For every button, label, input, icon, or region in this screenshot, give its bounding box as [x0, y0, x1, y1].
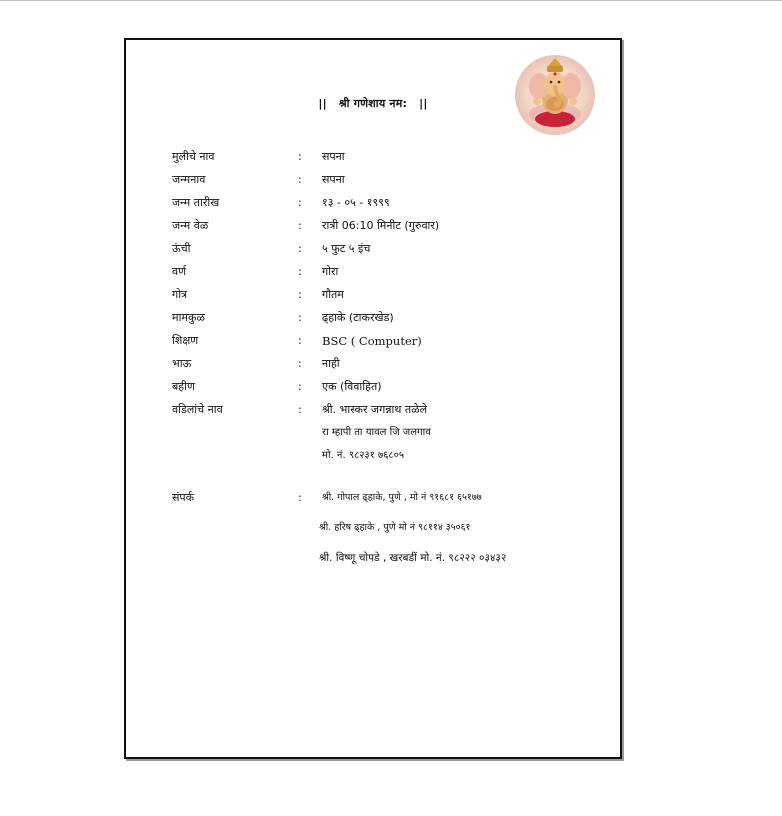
field-colon: :	[298, 150, 302, 163]
field-value: १३ - ०५ - १९९९	[322, 196, 390, 209]
field-label: मामकुळ	[172, 311, 205, 324]
top-divider	[0, 0, 782, 1]
field-label: वडिलांचे नाव	[172, 403, 223, 416]
field-value: ढ्हाके (टाकरखेड)	[322, 311, 394, 324]
field-colon: :	[298, 219, 302, 232]
field-value: गौतम	[322, 288, 344, 301]
field-value: BSC ( Computer)	[322, 334, 422, 348]
field-label: गोत्र	[172, 288, 188, 301]
title-left-bars: ||	[318, 97, 327, 110]
field-row-gotra	[172, 286, 612, 304]
field-colon: :	[298, 242, 302, 255]
field-label: वर्ण	[172, 265, 187, 278]
field-value: श्री. भास्कर जगन्नाथ तळेले	[322, 403, 428, 416]
field-value: नाही	[322, 357, 340, 370]
father-phone: मो. नं. ९८२३१ ७६८०५	[322, 450, 405, 461]
field-value: एक (विवाहित)	[322, 380, 382, 393]
field-colon: :	[298, 357, 302, 370]
field-colon: :	[298, 380, 302, 393]
title-text: श्री गणेशाय नम:	[338, 97, 408, 110]
ganesha-icon	[512, 52, 598, 138]
field-row-education	[172, 332, 612, 350]
field-label: बहीण	[172, 380, 195, 393]
field-value: गोरा	[322, 265, 339, 278]
field-label: भाऊ	[172, 357, 192, 370]
field-row-girl-name	[172, 148, 612, 166]
field-row-height	[172, 240, 612, 258]
field-colon: :	[298, 403, 302, 416]
biodata-page	[124, 38, 622, 759]
title-right-bars: ||	[419, 97, 428, 110]
field-colon: :	[298, 334, 302, 347]
field-label: जन्मनाव	[172, 173, 206, 186]
contact-line-3: श्री. विष्णू चोपडे , खरबडीं मो. नं. ९८२२२ ०३४३२	[319, 552, 507, 564]
field-value: सपना	[322, 150, 345, 163]
field-colon: :	[298, 173, 302, 186]
field-row-brother	[172, 355, 612, 373]
contact-line-2: श्री. हरिष ढ्हाके , पुणे मो नं ९८११४ ३५०६१	[319, 522, 471, 533]
field-label: मुलीचे नाव	[172, 150, 215, 163]
contact-colon: :	[298, 491, 302, 504]
field-row-father-name	[172, 401, 612, 419]
field-colon: :	[298, 288, 302, 301]
contact-label: संपर्क	[172, 491, 195, 504]
field-colon: :	[298, 196, 302, 209]
field-label: शिक्षण	[172, 334, 199, 347]
field-label: ऊंची	[172, 242, 191, 255]
field-label: जन्म वेळ	[172, 219, 209, 232]
field-row-birth-time	[172, 217, 612, 235]
field-row-sister	[172, 378, 612, 396]
field-row-maternal-family	[172, 309, 612, 327]
field-row-birth-name	[172, 171, 612, 189]
field-value: सपना	[322, 173, 345, 186]
field-label: जन्म तारीख	[172, 196, 220, 209]
field-row-birth-date	[172, 194, 612, 212]
field-value: रात्री 06:10 मिनीट (गुरुवार)	[322, 219, 440, 232]
contact-line-1: श्री. गोपाल ढ्हाके, पुणे , मो नं ९१६८१ ६५१७७	[322, 492, 482, 503]
field-row-complexion	[172, 263, 612, 281]
field-colon: :	[298, 311, 302, 324]
field-value: ५ फुट ५ इंच	[322, 242, 371, 255]
field-colon: :	[298, 265, 302, 278]
father-address: रा म्हापी ता यावल जि जलगाव	[322, 427, 431, 438]
